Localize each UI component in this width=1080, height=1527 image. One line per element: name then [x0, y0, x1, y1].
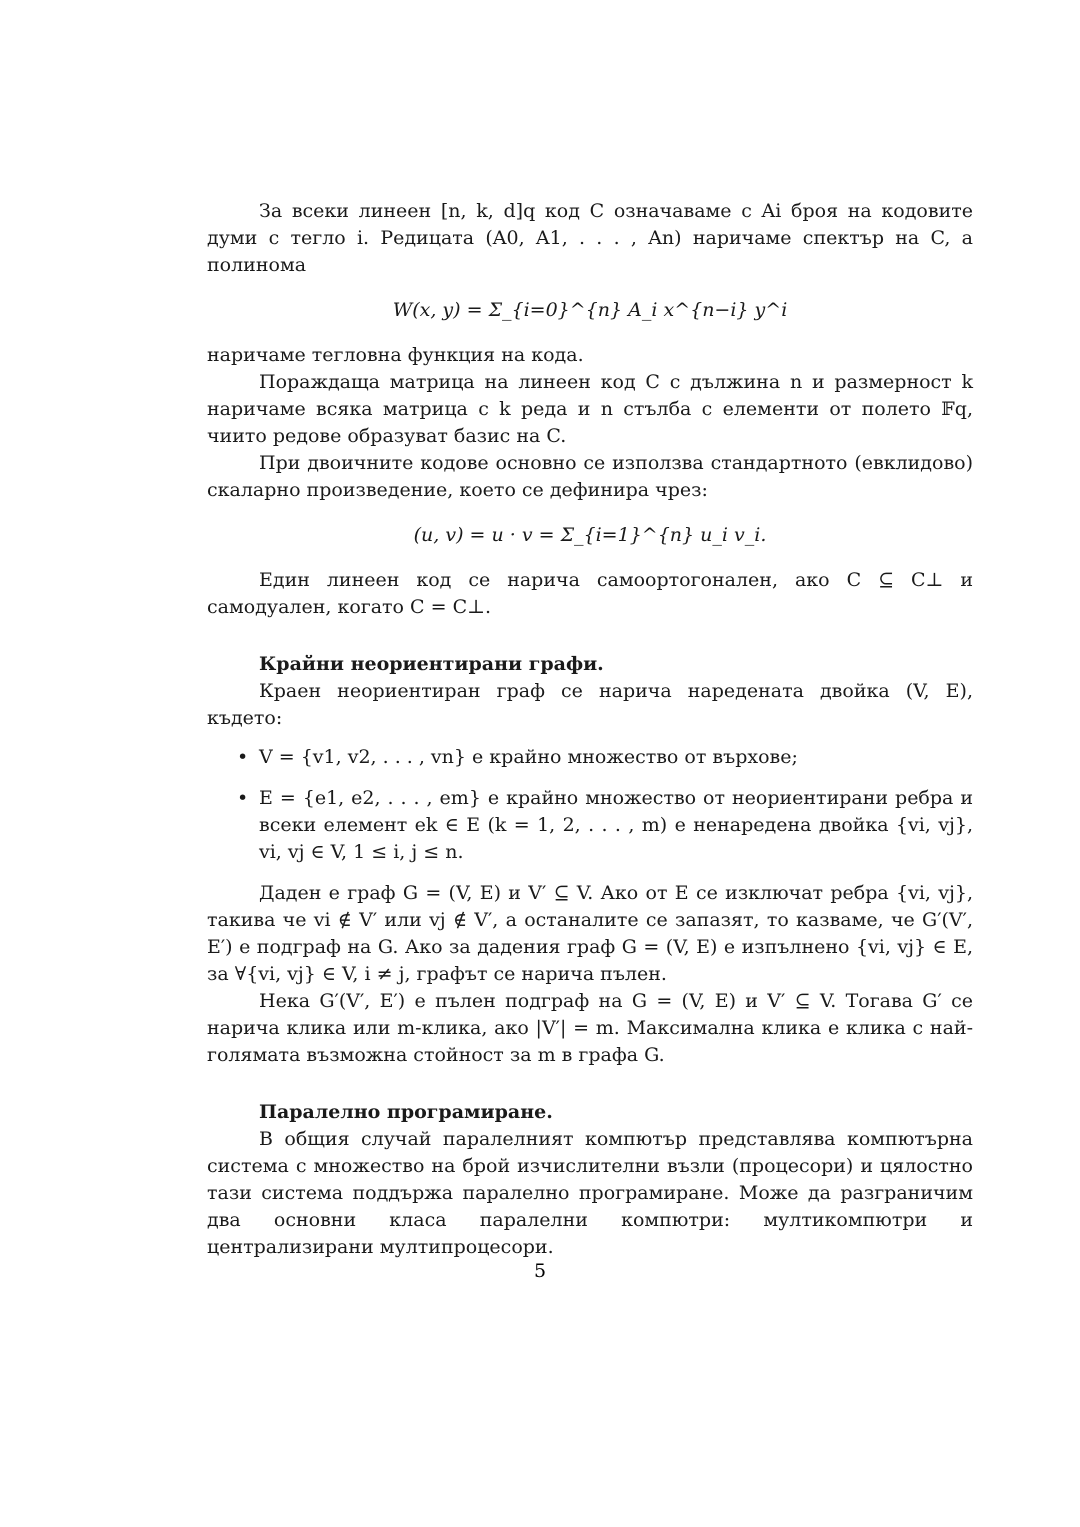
paragraph-graph-intro: Краен неориентиран граф се нарича наредената двойка (V, E), където: — [207, 680, 973, 729]
page-body — [207, 198, 973, 1261]
equation-text: W(x, y) = Σ_{i=0}^{n} A_i x^{n−i} y^i — [392, 299, 788, 321]
paragraph-weight-function: наричаме тегловна функция на кода. — [207, 344, 584, 366]
equation-inner-product — [207, 522, 973, 549]
graph-definition-list — [207, 744, 973, 866]
paragraph-weight-spectrum: За всеки линеен [n, k, d]q код C означаваме с Ai броя на кодовите думи с тегло i. Редицата (A0, A1, . . . , An) наричаме спектър на C, а полинома — [207, 200, 973, 276]
paragraph-generator-matrix: Пораждаща матрица на линеен код C с дължина n и размерност k наричаме всяка матрица с k реда и n стълба с елементи от полето 𝔽q, чиито редове образуват базис на C. — [207, 371, 973, 447]
paragraph-inner-product: При двоичните кодове основно се използва стандартното (евклидово) скаларно произведение, което се дефинира чрез: — [207, 452, 973, 501]
paragraph-subgraph: Даден е граф G = (V, E) и V′ ⊆ V. Ако от E се изключат ребра {vi, vj}, такива че vi ∉ V′ или vj ∉ V′, а останалите се запазят, то казваме, че G′(V′, E′) е подграф на G. Ако за дадения граф G = (V, E) е изпълнено {vi, vj} ∈ E, за ∀{vi, vj} ∈ V, i ≠ j, графът се нарича пълен. — [207, 882, 973, 985]
heading-parallel: Паралелно програмиране. — [259, 1101, 553, 1123]
paragraph-clique: Нека G′(V′, E′) е пълен подграф на G = (V, E) и V′ ⊆ V. Тогава G′ се нарича клика или m-клика, ако |V′| = m. Максимална клика е клика с най-голямата възможна стойност за m в графа G. — [207, 990, 973, 1066]
list-item: • E = {e1, e2, . . . , em} е крайно множество от неориентирани ребра и всеки елемент ek ∈ E (k = 1, 2, . . . , m) е ненаредена двойка {vi, vj}, vi, vj ∈ V, 1 ≤ i, j ≤ n. — [259, 785, 973, 866]
page-number: 5 — [533, 1260, 547, 1282]
equation-text: (u, v) = u · v = Σ_{i=1}^{n} u_i v_i. — [413, 524, 767, 546]
equation-weight-function — [207, 297, 973, 324]
paragraph-self-dual: Един линеен код се нарича самоортогонален, ако C ⊆ C⊥ и самодуален, когато C = C⊥. — [207, 569, 973, 618]
list-item: • V = {v1, v2, . . . , vn} е крайно множество от върхове; — [259, 744, 973, 771]
paragraph-parallel: В общия случай паралелният компютър представлява компютърна система с множество на брой изчислителни възли (процесори) и цялостно тази система поддържа паралелно програмиране. Може да разграничим два основни класа паралелни компютри: мултикомпютри и централизирани мултипроцесори. — [207, 1128, 973, 1258]
heading-graphs: Крайни неориентирани графи. — [259, 653, 604, 675]
